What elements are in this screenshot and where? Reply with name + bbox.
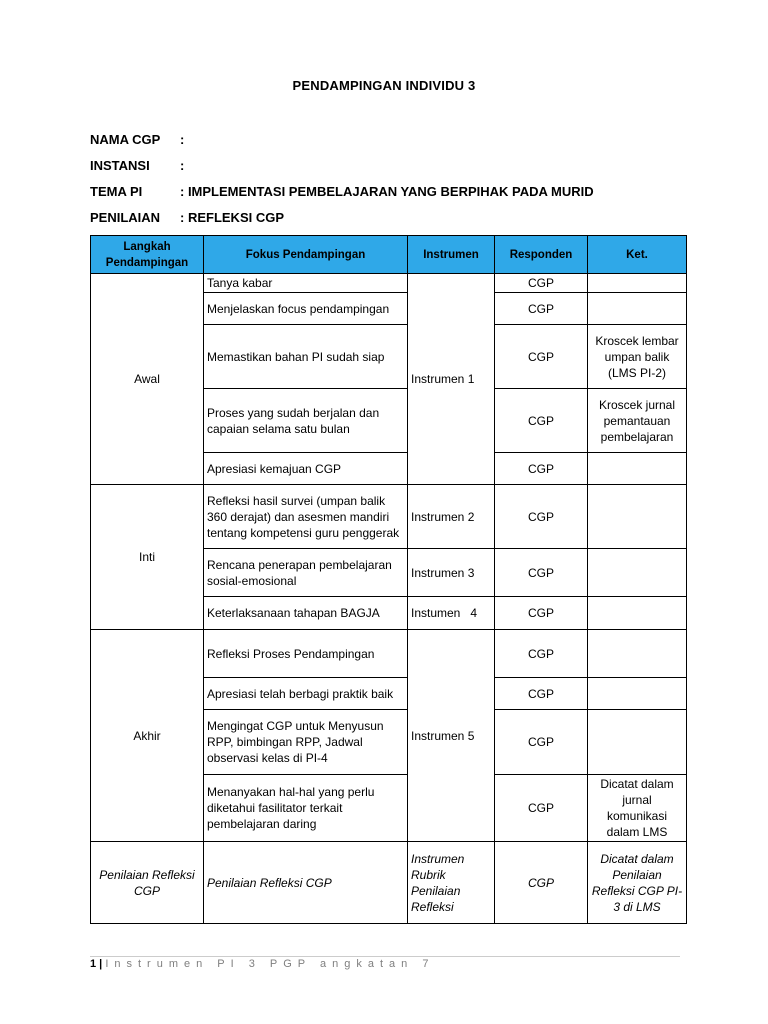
langkah-awal: Awal bbox=[91, 274, 204, 485]
fokus-cell: Refleksi hasil survei (umpan balik 360 derajat) dan asesmen mandiri tentang kompetensi guru penggerak bbox=[204, 485, 408, 549]
fokus-penilaian: Penilaian Refleksi CGP bbox=[204, 842, 408, 924]
pendampingan-table bbox=[90, 235, 687, 924]
fokus-cell: Apresiasi telah berbagi praktik baik bbox=[204, 678, 408, 710]
ket-cell: Kroscek lembar umpan balik (LMS PI-2) bbox=[588, 325, 687, 389]
instrumen-cell: Instrumen 2 bbox=[408, 485, 495, 549]
ket-cell bbox=[588, 549, 687, 597]
ket-cell bbox=[588, 453, 687, 485]
field-instansi bbox=[90, 158, 184, 173]
responden-cell: CGP bbox=[495, 485, 588, 549]
field-tema-pi bbox=[90, 184, 594, 199]
fokus-cell: Rencana penerapan pembelajaran sosial-emosional bbox=[204, 549, 408, 597]
ket-cell bbox=[588, 293, 687, 325]
responden-cell: CGP bbox=[495, 678, 588, 710]
ket-cell bbox=[588, 630, 687, 678]
fokus-cell: Refleksi Proses Pendampingan bbox=[204, 630, 408, 678]
fokus-cell: Menanyakan hal-hal yang perlu diketahui fasilitator terkait pembelajaran daring bbox=[204, 775, 408, 842]
field-label: PENILAIAN bbox=[90, 210, 161, 225]
document-title: PENDAMPINGAN INDIVIDU 3 bbox=[292, 78, 476, 93]
table-header-row bbox=[91, 236, 687, 274]
instrumen-cell: Instrumen 3 bbox=[408, 549, 495, 597]
header-instrumen: Instrumen bbox=[408, 236, 495, 274]
field-value: : REFLEKSI CGP bbox=[180, 210, 285, 225]
fokus-cell: Keterlaksanaan tahapan BAGJA bbox=[204, 597, 408, 630]
fokus-cell: Proses yang sudah berjalan dan capaian selama satu bulan bbox=[204, 389, 408, 453]
responden-cell: CGP bbox=[495, 549, 588, 597]
ket-cell bbox=[588, 485, 687, 549]
responden-cell: CGP bbox=[495, 775, 588, 842]
fokus-cell: Mengingat CGP untuk Menyusun RPP, bimbingan RPP, Jadwal observasi kelas di PI-4 bbox=[204, 710, 408, 775]
field-label: TEMA PI bbox=[90, 184, 143, 199]
langkah-akhir: Akhir bbox=[91, 630, 204, 842]
responden-cell: CGP bbox=[495, 274, 588, 293]
header-fokus: Fokus Pendampingan bbox=[204, 236, 408, 274]
ket-cell bbox=[588, 274, 687, 293]
fokus-cell: Apresiasi kemajuan CGP bbox=[204, 453, 408, 485]
responden-cell: CGP bbox=[495, 710, 588, 775]
ket-cell: Kroscek jurnal pemantauan pembelajaran bbox=[588, 389, 687, 453]
fokus-cell: Menjelaskan focus pendampingan bbox=[204, 293, 408, 325]
field-penilaian bbox=[90, 210, 284, 225]
field-value: : bbox=[180, 158, 185, 173]
table-row bbox=[91, 274, 687, 293]
fokus-cell: Tanya kabar bbox=[204, 274, 408, 293]
langkah-inti: Inti bbox=[91, 485, 204, 630]
page-number: 1 | bbox=[90, 958, 103, 970]
ket-cell bbox=[588, 678, 687, 710]
responden-penilaian: CGP bbox=[495, 842, 588, 924]
table-row bbox=[91, 842, 687, 924]
table-row bbox=[91, 630, 687, 678]
table-row bbox=[91, 485, 687, 549]
responden-cell: CGP bbox=[495, 389, 588, 453]
responden-cell: CGP bbox=[495, 293, 588, 325]
responden-cell: CGP bbox=[495, 630, 588, 678]
langkah-penilaian: Penilaian Refleksi CGP bbox=[91, 842, 204, 924]
field-value: : IMPLEMENTASI PEMBELAJARAN YANG BERPIHAK PADA MURID bbox=[180, 184, 594, 199]
instrumen-akhir: Instrumen 5 bbox=[408, 630, 495, 842]
page-footer bbox=[90, 956, 680, 970]
header-responden: Responden bbox=[495, 236, 588, 274]
ket-cell bbox=[588, 597, 687, 630]
field-label: INSTANSI bbox=[90, 158, 150, 173]
instrumen-awal: Instrumen 1 bbox=[408, 274, 495, 485]
ket-cell bbox=[588, 710, 687, 775]
ket-penilaian: Dicatat dalam Penilaian Refleksi CGP PI-3 di LMS bbox=[588, 842, 687, 924]
field-value: : bbox=[180, 132, 185, 147]
instrumen-cell: Instumen 4 bbox=[408, 597, 495, 630]
fokus-cell: Memastikan bahan PI sudah siap bbox=[204, 325, 408, 389]
footer-text: Instrumen PI 3 PGP angkatan 7 bbox=[105, 958, 435, 970]
header-ket: Ket. bbox=[588, 236, 687, 274]
responden-cell: CGP bbox=[495, 325, 588, 389]
header-langkah: Langkah Pendampingan bbox=[91, 236, 204, 274]
responden-cell: CGP bbox=[495, 453, 588, 485]
field-label: NAMA CGP bbox=[90, 132, 161, 147]
instrumen-penilaian: Instrumen Rubrik Penilaian Refleksi bbox=[408, 842, 495, 924]
ket-cell: Dicatat dalam jurnal komunikasi dalam LMS bbox=[588, 775, 687, 842]
responden-cell: CGP bbox=[495, 597, 588, 630]
field-nama-cgp bbox=[90, 132, 184, 147]
